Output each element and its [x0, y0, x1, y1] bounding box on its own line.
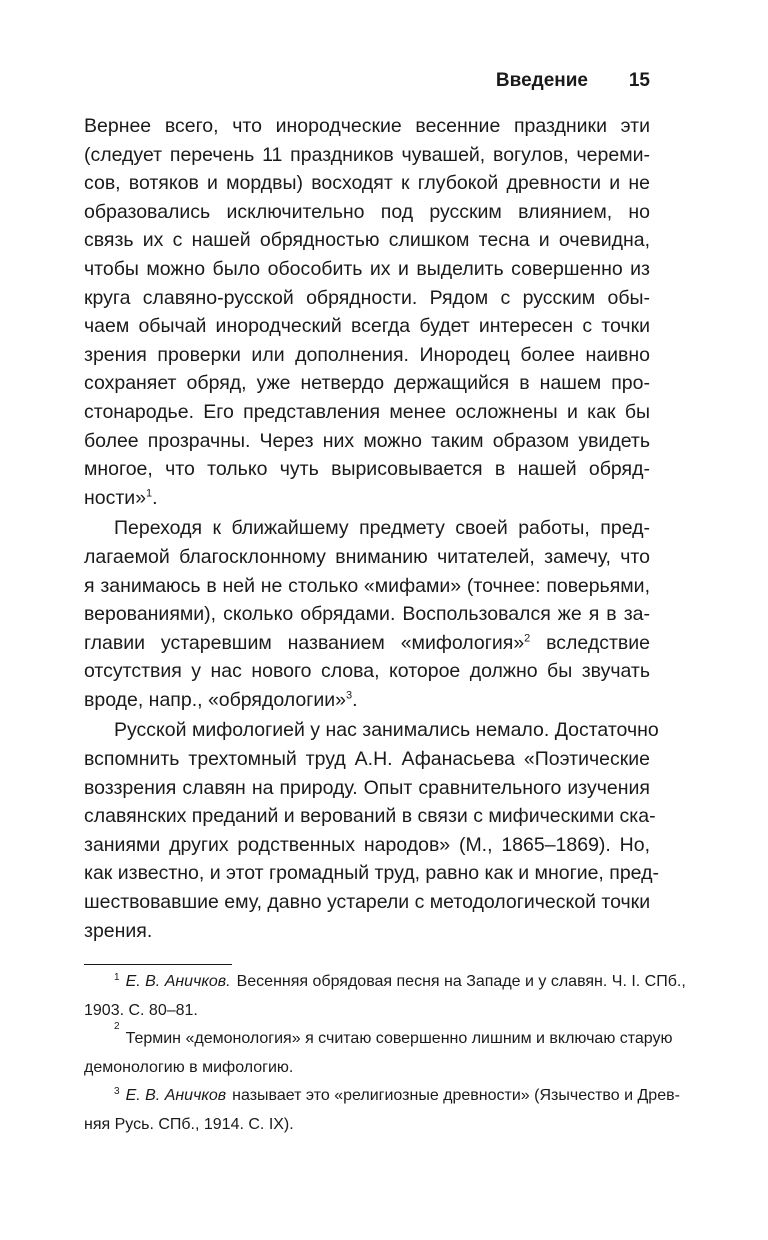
- line-text: образовались исключительно под русским влиянием, но: [84, 200, 650, 223]
- text-line: [84, 831, 650, 860]
- line-text: вспомнить трехтомный труд А.Н. Афанасьева «Поэтические: [84, 748, 650, 771]
- footnote-ref: 3: [345, 689, 353, 702]
- footnote-text: няя Русь. СПб., 1914. С. IX).: [84, 1115, 294, 1133]
- text-line: [84, 745, 650, 774]
- footnote-number: 2: [114, 1021, 120, 1033]
- footnote-author: Е. В. Аничков: [125, 1087, 227, 1105]
- chapter-title: Введение: [495, 70, 588, 91]
- footnote-text: Термин «демонология» я считаю совершенно лишним и включаю старую: [125, 1030, 673, 1048]
- footnote-author: Е. В. Аничков.: [125, 973, 231, 990]
- line-text: зрения.: [84, 919, 153, 942]
- text-line: [84, 398, 650, 427]
- line-text: Русской мифологией у нас занимались немало. Достаточно: [114, 719, 659, 742]
- line-text: сохраняет обряд, уже нетвердо держащийся в нашем про-: [84, 372, 650, 395]
- page-number: 15: [628, 70, 650, 91]
- line-text: лагаемой благосклонному вниманию читателей, замечу, что: [84, 545, 650, 568]
- text-line: [84, 169, 650, 198]
- line-text: чтобы можно было обособить их и выделить совершенно из: [84, 257, 650, 280]
- text-line: [84, 369, 650, 398]
- line-text: славянских преданий и верований в связи с мифическими ска-: [84, 805, 656, 828]
- paragraph-2: [84, 514, 650, 714]
- line-text: Переходя к ближайшему предмету своей работы, пред-: [114, 517, 650, 540]
- line-text: заниями других родственных народов» (М., 1865–1869). Но,: [84, 833, 650, 856]
- text-line: [84, 657, 650, 686]
- text-line: [84, 312, 650, 341]
- line-text: (следует перечень 11 праздников чувашей, вогулов, череми-: [84, 143, 650, 166]
- footnote-1: [84, 970, 686, 1027]
- line-text: главии устаревшим названием «мифология»: [84, 631, 525, 654]
- text-line: [84, 716, 659, 745]
- text-line: [84, 543, 650, 572]
- text-line: [84, 888, 650, 917]
- line-text-tail: .: [352, 688, 358, 711]
- line-text: воззрения славян на природу. Опыт сравнительного изучения: [84, 776, 650, 799]
- text-line: [84, 112, 650, 141]
- line-text: чаем обычай инородческий всегда будет интересен с точки: [84, 315, 650, 338]
- line-text: многое, что только чуть вырисовывается в нашей обряд-: [84, 458, 650, 481]
- paragraph-3: [84, 716, 659, 945]
- text-line: [84, 572, 650, 601]
- text-line: [84, 484, 650, 513]
- footnote-ref: 2: [524, 632, 531, 645]
- text-line: [84, 774, 650, 803]
- footnote-3: [84, 1084, 680, 1141]
- text-line: [84, 859, 659, 888]
- running-header: [84, 70, 650, 98]
- line-text: шествовавшие ему, давно устарели с методологической точки: [84, 891, 651, 914]
- line-text-tail: вследствие: [530, 631, 651, 654]
- text-line: [84, 341, 650, 370]
- line-text: зрения проверки или дополнения. Инородец более наивно: [84, 343, 650, 366]
- text-line: [84, 455, 650, 484]
- text-line: [84, 686, 650, 715]
- text-line: [84, 141, 650, 170]
- line-text: вроде, напр., «обрядологии»: [84, 688, 346, 711]
- footnote-divider: [84, 964, 232, 965]
- footnote-text: называет это «религиозные древности» (Язычество и Древ-: [232, 1087, 680, 1105]
- footnotes: [84, 970, 686, 1142]
- line-text: верованиями), сколько обрядами. Воспользовался же я в за-: [84, 603, 650, 626]
- text-line: [84, 255, 650, 284]
- line-text: более прозрачны. Через них можно таким образом увидеть: [84, 429, 650, 452]
- text-line: [84, 802, 656, 831]
- line-text: связь их с нашей обрядностью слишком тесна и очевидна,: [84, 229, 650, 252]
- text-line: [84, 514, 650, 543]
- text-line: [84, 600, 650, 629]
- text-line: [84, 226, 650, 255]
- line-text: сов, вотяков и мордвы) восходят к глубокой древности и не: [84, 172, 650, 195]
- line-text-tail: .: [152, 486, 158, 509]
- footnote-text: Весенняя обрядовая песня на Западе и у славян. Ч. I. СПб.,: [236, 973, 686, 990]
- footnote-number: 3: [114, 1086, 120, 1098]
- footnote-text: 1903. С. 80–81.: [84, 1001, 198, 1019]
- footnote-2: [84, 1021, 673, 1084]
- line-text: Вернее всего, что инородческие весенние праздники эти: [84, 115, 650, 137]
- footnote-number: 1: [114, 971, 120, 983]
- line-text: я занимаюсь в ней не столько «мифами» (точнее: поверьями,: [84, 574, 650, 597]
- text-line: [84, 198, 650, 227]
- line-text: ности»: [84, 486, 147, 509]
- line-text: стонародье. Его представления менее осложнены и как бы: [84, 400, 650, 423]
- text-line: [84, 427, 650, 456]
- line-text: круга славяно-русской обрядности. Рядом с русским обы-: [84, 286, 650, 309]
- text-line: [84, 284, 650, 313]
- footnote-text: демонологию в мифологию.: [84, 1058, 294, 1076]
- paragraph-1: [84, 112, 650, 512]
- text-line: [84, 917, 650, 946]
- text-line: [84, 629, 650, 658]
- line-text: как известно, и этот громадный труд, равно как и многие, пред-: [84, 862, 659, 885]
- footnote-ref: 1: [146, 487, 153, 500]
- line-text: отсутствия у нас нового слова, которое должно бы звучать: [84, 660, 650, 683]
- main-text: [84, 112, 659, 945]
